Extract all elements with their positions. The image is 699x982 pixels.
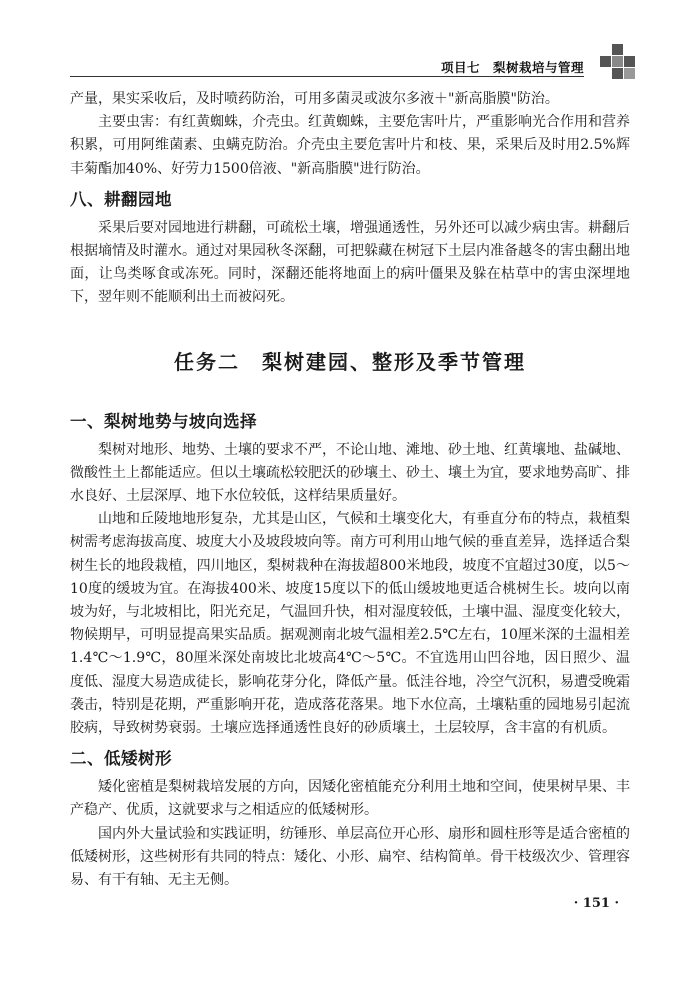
paragraph: 矮化密植是梨树栽培发展的方向，因矮化密植能充分利用土地和空间，使果树早果、丰产稳产、优质，这就要求与之相适应的低矮树形。 [70,779,630,819]
paragraph: 国内外大量试验和实践证明，纺锤形、单层高位开心形、扇形和圆柱形等是适合密植的低矮树形，这些树形有共同的特点：矮化、小形、扁窄、结构简单。骨干枝级次少、管理容易、有干有轴、无主无侧。 [70,825,630,889]
paragraph: 山地和丘陵地地形复杂，尤其是山区，气候和土壤变化大，有垂直分布的特点，栽植梨树需考虑海拔高度、坡度大小及坡段坡向等。南方可利用山地气候的垂直差异，选择适合梨树生长的地段栽植，四川地区，梨树栽种在海拔超800米地段，坡度不宜超过30度，以5～10度的缓坡为宜。在海拔400米、坡度15度以下的低山缓坡地更适合桃树生长。坡向以南坡为好，与北坡相比，阳光充足，气温回升快，相对湿度较低，土壤中温、湿度变化较大，物候期早，可明显提高果实品质。据观测南北坡气温相差2.5℃左右，10厘米深的土温相差1.4℃～1.9℃，80厘米深处南坡比北坡高4℃～5℃。不宜选用山凹谷地，因日照少、温度低、湿度大易造成徒长，影响花芽分化，降低产量。低洼谷地，冷空气沉积，易遭受晚霜袭击，特别是花期，严重影响开花，造成落花落果。地下水位高，土壤粘重的园地易引起流胶病，导致树势衰弱。土壤应选择通透性良好的砂质壤土，土层较厚，含丰富的有机质。 [70,511,630,737]
paragraph: 采果后要对园地进行耕翻，可疏松土壤，增强通透性，另外还可以减少病虫害。耕翻后根据墒情及时灌水。通过对果园秋冬深翻，可把躲藏在树冠下土层内准备越冬的害虫翻出地面，让鸟类啄食或冻死。同时，深翻还能将地面上的病叶僵果及躲在枯草中的害虫深埋地下，翌年则不能顺利出土而被闷死。 [70,219,630,306]
corner-block-icon [600,44,636,80]
page-number: · 151 · [573,896,619,911]
page-header [0,0,699,80]
section-heading: 一、梨树地势与坡向选择 [70,411,257,431]
section-heading: 八、耕翻园地 [70,189,172,209]
paragraph: 产量，果实采收后，及时喷药防治，可用多菌灵或波尔多液＋"新高脂膜"防治。 [70,91,559,107]
paragraph: 梨树对地形、地势、土壤的要求不严，不论山地、滩地、砂土地、红黄壤地、盐碱地、微酸性土上都能适应。但以土壤疏松较肥沃的砂壤土、砂土、壤土为宜，要求地势高旷、排水良好、土层深厚、地下水位较低，这样结果质量好。 [70,441,630,505]
page-content [70,88,630,892]
section-heading: 二、低矮树形 [70,749,172,769]
task-title: 任务二 梨树建园、整形及季节管理 [174,349,526,374]
running-header-title: 项目七 梨树栽培与管理 [440,60,584,75]
header-rule [70,76,584,77]
paragraph: 主要虫害：有红黄蜘蛛，介壳虫。红黄蜘蛛，主要危害叶片，严重影响光合作用和营养积累，可用阿维菌素、虫螨克防治。介壳虫主要危害叶片和枝、果，采果后及时用2.5%辉丰菊酯加40%、好劳力1500倍液、"新高脂膜"进行防治。 [70,114,630,177]
